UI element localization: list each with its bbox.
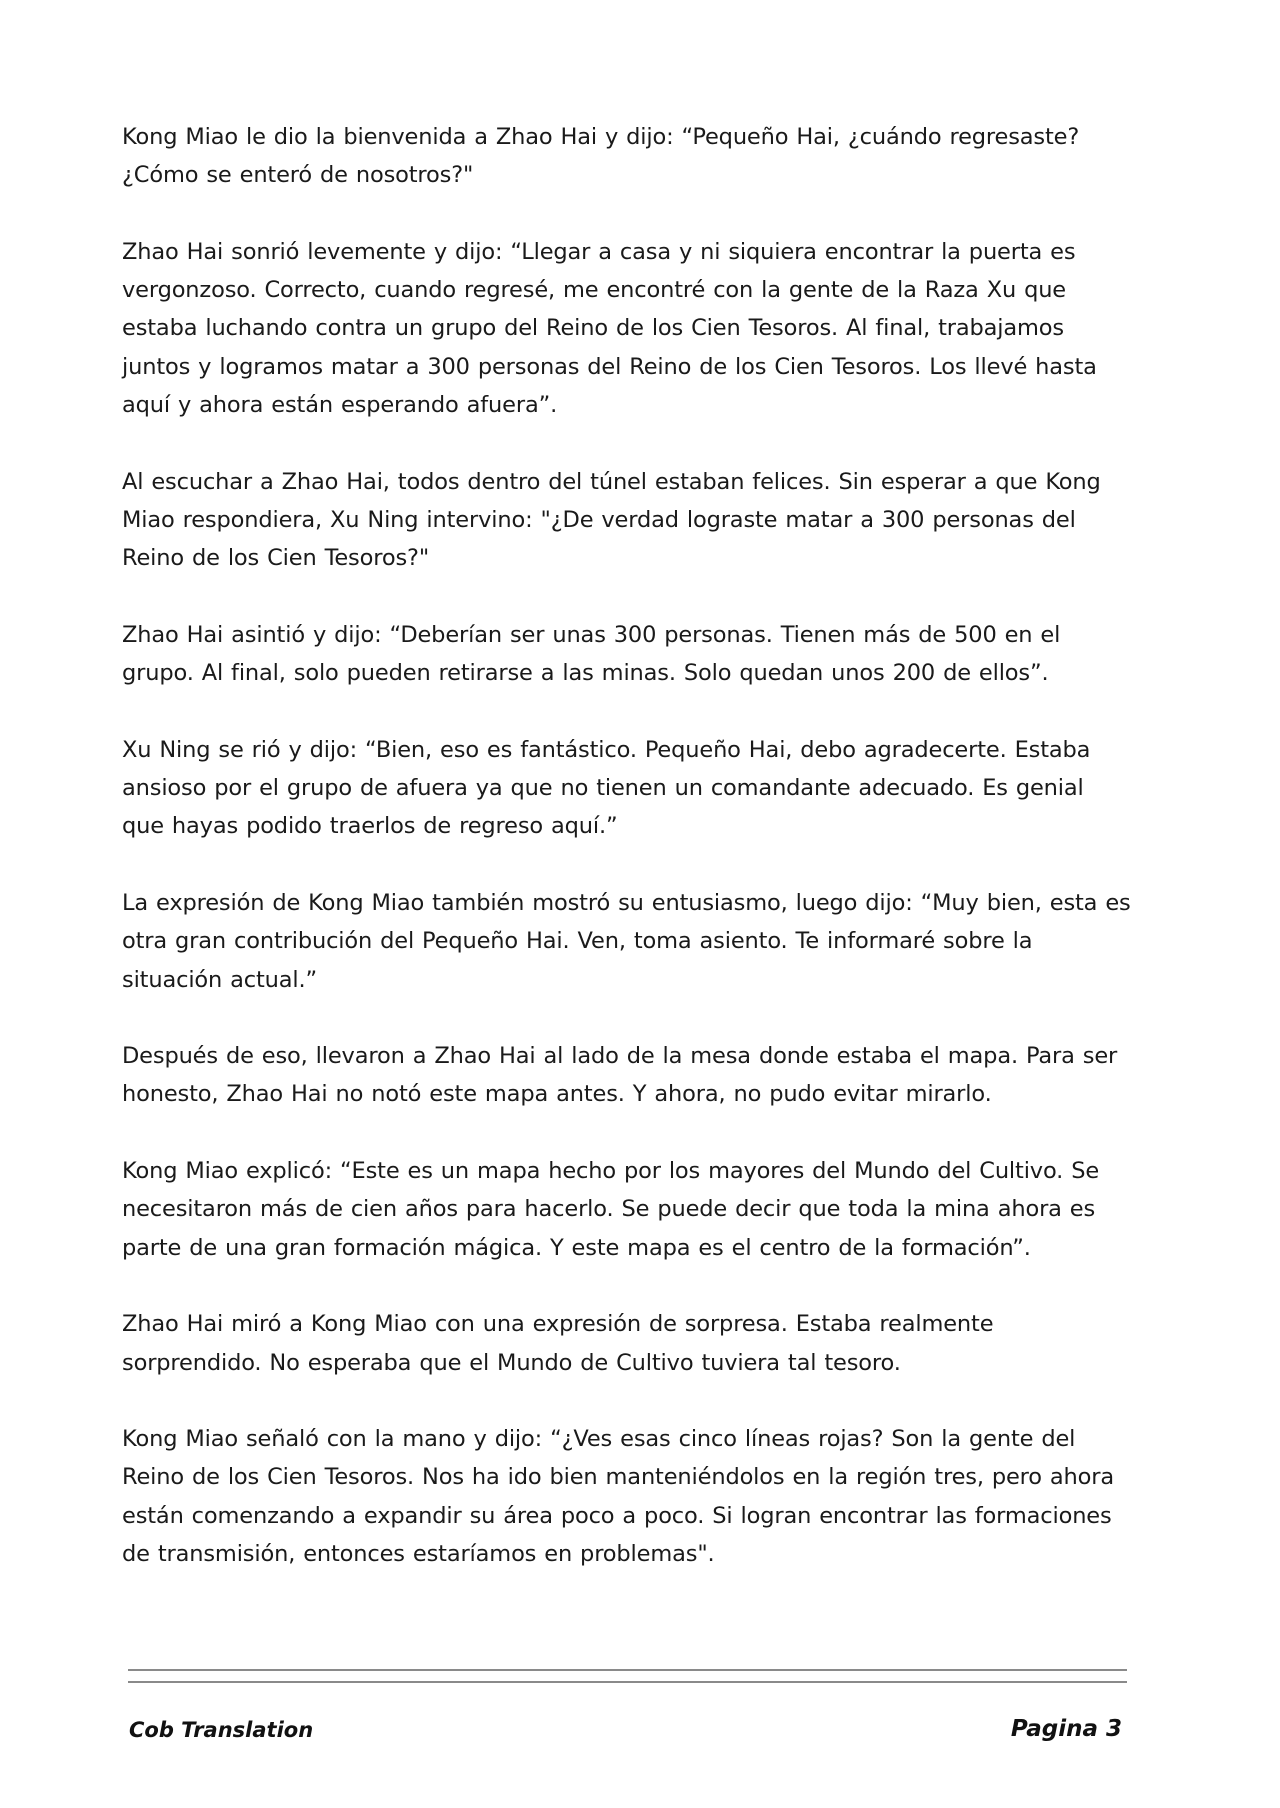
- paragraph: Kong Miao señaló con la mano y dijo: “¿Ves esas cinco líneas rojas? Son la gente del Reino de los Cien Tesoros. Nos ha ido bien manteniéndolos en la región tres, pero ahora están comenzando a expandir su área poco a poco. Si logran encontrar las formaciones de transmisión, entonces estaríamos en problemas".: [122, 1426, 1114, 1567]
- paragraph: La expresión de Kong Miao también mostró su entusiasmo, luego dijo: “Muy bien, esta es otra gran contribución del Pequeño Hai. Ven, toma asiento. Te informaré sobre la situación actual.”: [122, 889, 1131, 993]
- paragraph: Kong Miao explicó: “Este es un mapa hecho por los mayores del Mundo del Cultivo. Se necesitaron más de cien años para hacerlo. Se puede decir que toda la mina ahora es parte de una gran formación mágica. Y este mapa es el centro de la formación”.: [122, 1158, 1100, 1261]
- paragraph: Zhao Hai miró a Kong Miao con una expresión de sorpresa. Estaba realmente sorprendido. No esperaba que el Mundo de Cultivo tuviera tal tesoro.: [122, 1311, 994, 1376]
- paragraph: Zhao Hai sonrió levemente y dijo: “Llegar a casa y ni siquiera encontrar la puerta es vergonzoso. Correcto, cuando regresé, me encontré con la gente de la Raza Xu que estaba luchando contra un grupo del Reino de los Cien Tesoros. Al final, trabajamos juntos y logramos matar a 300 personas del Reino de los Cien Tesoros. Los llevé hasta aquí y ahora están esperando afuera”.: [122, 238, 1097, 419]
- footer-translator-credit: Cob Translation: [129, 1718, 314, 1742]
- footer-page-number: Pagina 3: [1010, 1716, 1122, 1742]
- paragraph: Después de eso, llevaron a Zhao Hai al lado de la mesa donde estaba el mapa. Para ser honesto, Zhao Hai no notó este mapa antes. Y ahora, no pudo evitar mirarlo.: [122, 1043, 1118, 1108]
- footer-divider-bottom: [128, 1681, 1127, 1683]
- document-body: [122, 118, 1132, 1612]
- footer-divider-top: [128, 1669, 1127, 1671]
- paragraph: Al escuchar a Zhao Hai, todos dentro del túnel estaban felices. Sin esperar a que Kong Miao respondiera, Xu Ning intervino: "¿De verdad lograste matar a 300 personas del Reino de los Cien Tesoros?": [122, 468, 1101, 572]
- paragraph: Xu Ning se rió y dijo: “Bien, eso es fantástico. Pequeño Hai, debo agradecerte. Estaba ansioso por el grupo de afuera ya que no tienen un comandante adecuado. Es genial que hayas podido traerlos de regreso aquí.”: [122, 736, 1091, 840]
- paragraph: Kong Miao le dio la bienvenida a Zhao Hai y dijo: “Pequeño Hai, ¿cuándo regresaste? ¿Cómo se enteró de nosotros?": [122, 124, 1080, 189]
- paragraph: Zhao Hai asintió y dijo: “Deberían ser unas 300 personas. Tienen más de 500 en el grupo. Al final, solo pueden retirarse a las minas. Solo quedan unos 200 de ellos”.: [122, 621, 1061, 687]
